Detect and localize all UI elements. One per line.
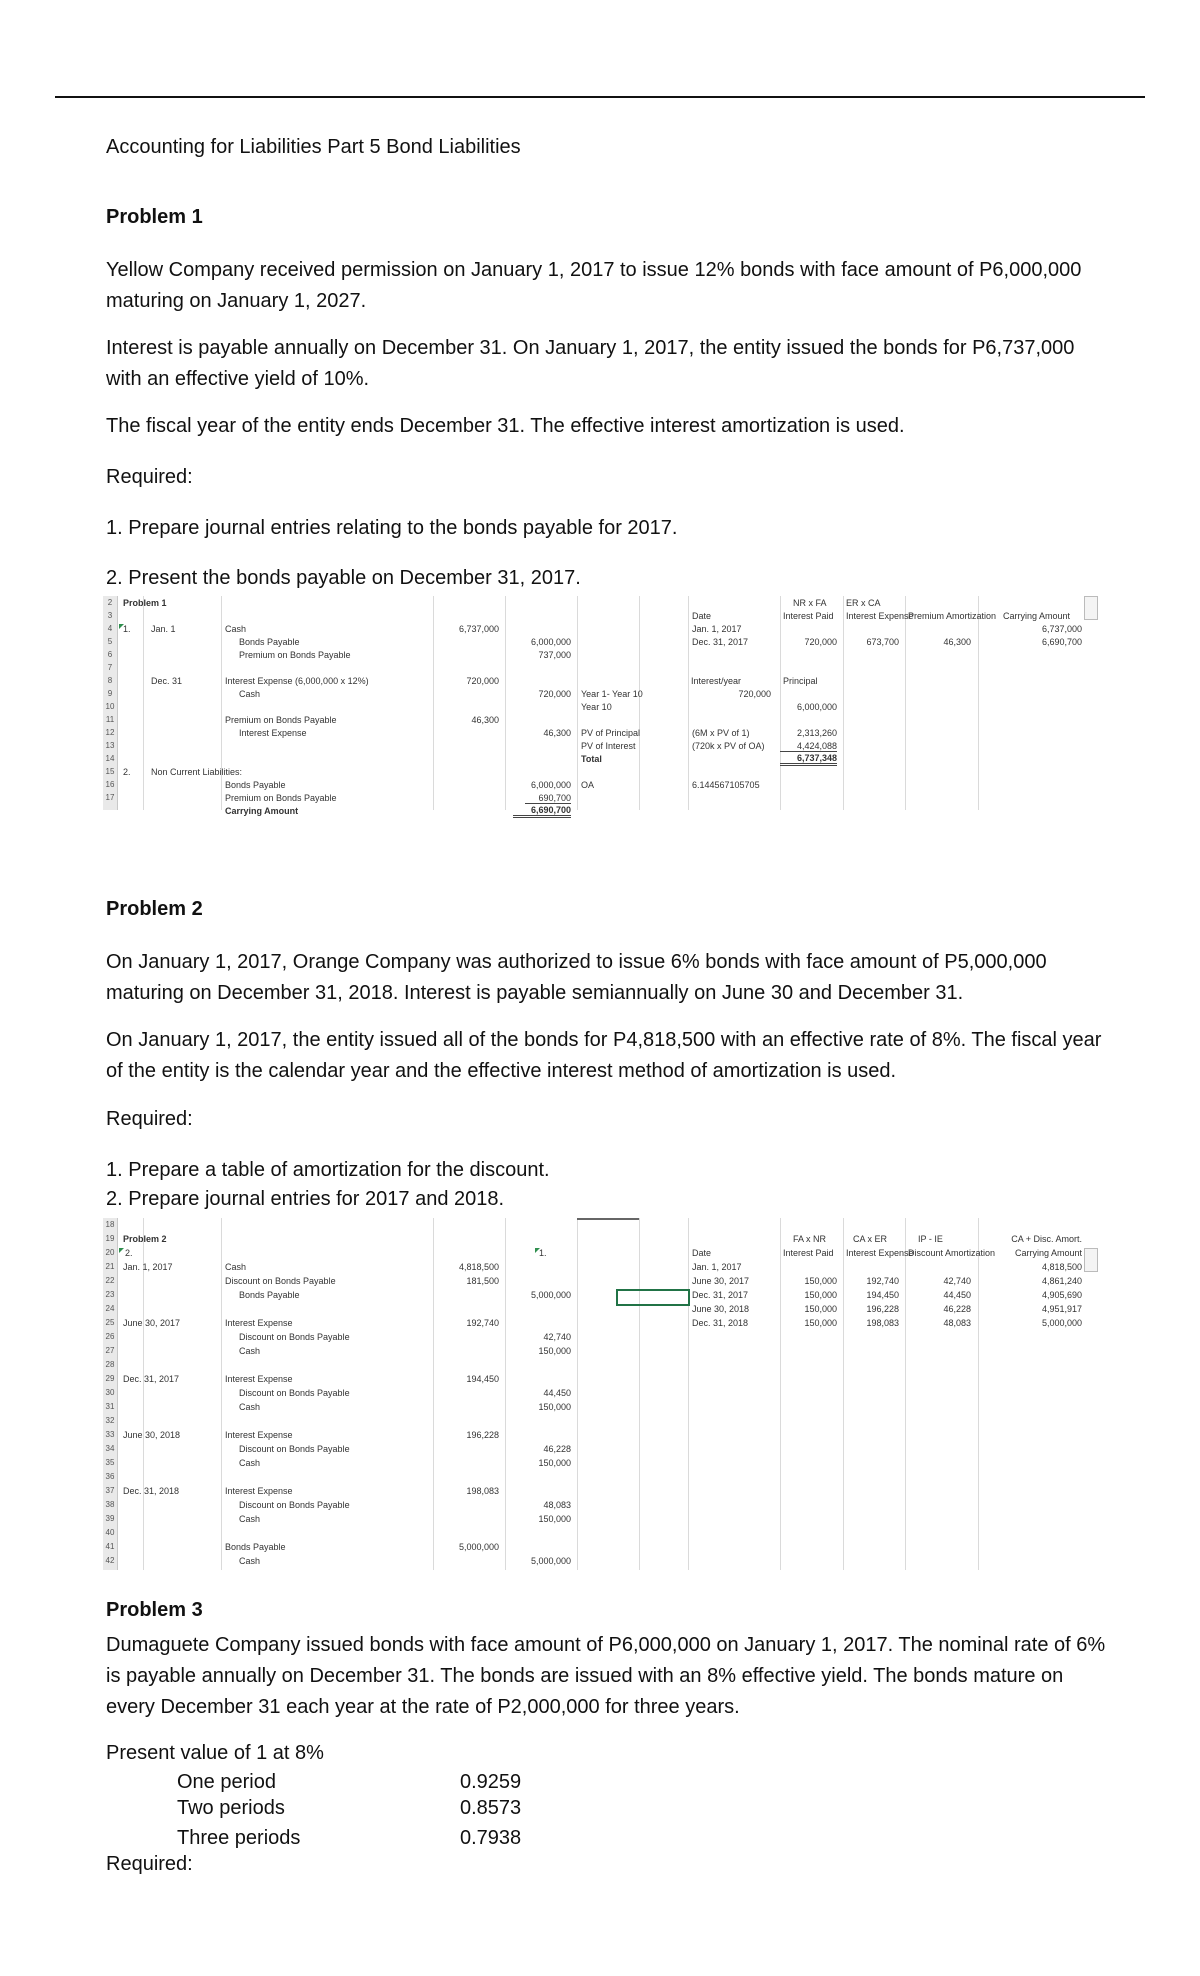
row-number: 12: [105, 728, 115, 737]
problem1-para3: The fiscal year of the entity ends December 31. The effective interest amortization is used.: [106, 415, 905, 437]
row-number: 34: [105, 1444, 115, 1453]
table-header: Discount Amortization: [908, 1248, 996, 1258]
account: Bonds Payable: [225, 780, 286, 790]
row-number: 24: [105, 1304, 115, 1313]
account: Discount on Bonds Payable: [225, 1276, 336, 1286]
table-header: Date: [692, 611, 712, 621]
row-number: 30: [105, 1388, 115, 1397]
table-header: FA x NR: [793, 1234, 827, 1244]
row-number: 33: [105, 1430, 115, 1439]
pv-row-label: Three periods: [177, 1827, 301, 1849]
row-number: 27: [105, 1346, 115, 1355]
row-number: 38: [105, 1500, 115, 1509]
pv-row-label: One period: [177, 1771, 276, 1793]
table-cell: 6,690,700: [1041, 637, 1082, 647]
account: Cash: [225, 1262, 247, 1272]
table-cell: 720,000: [804, 637, 837, 647]
row-number: 8: [107, 676, 113, 685]
table-cell: 46,300: [943, 637, 971, 647]
credit: 42,740: [543, 1332, 571, 1342]
part-number: 2.: [123, 767, 131, 777]
account: Cash: [239, 689, 261, 699]
row-number: 17: [105, 793, 115, 802]
problem3-required: Required:: [106, 1853, 193, 1875]
row-number: 37: [105, 1486, 115, 1495]
row-number: 31: [105, 1402, 115, 1411]
sheet-title: Problem 2: [123, 1234, 167, 1244]
pv-label: OA: [581, 780, 595, 790]
problem2-req1: 1. Prepare a table of amortization for the discount.: [106, 1159, 550, 1181]
pv-table-title: Present value of 1 at 8%: [106, 1742, 324, 1764]
amount: 690,700: [525, 793, 571, 804]
pv-formula: (720k x PV of OA): [692, 741, 765, 751]
row-numbers: [103, 596, 118, 810]
problem2-req2: 2. Prepare journal entries for 2017 and 2018.: [106, 1188, 505, 1210]
pv-label: Principal: [783, 676, 818, 686]
account: Discount on Bonds Payable: [239, 1388, 350, 1398]
account: Cash: [225, 624, 247, 634]
account: Cash: [239, 1402, 261, 1412]
table-cell: 42,740: [943, 1276, 971, 1286]
problem2-para1: On January 1, 2017, Orange Company was authorized to issue 6% bonds with face amount of P5,000,000 maturing on December 31, 2018. Interest is payable semiannually on June 30 and December 31.: [106, 951, 1047, 1004]
entry-date: June 30, 2017: [123, 1318, 181, 1328]
table-header: Date: [692, 1248, 712, 1258]
pv-value: 720,000: [738, 689, 771, 699]
row-number: 26: [105, 1332, 115, 1341]
debit: 720,000: [466, 676, 499, 686]
table-header: NR x FA: [793, 598, 827, 608]
row-number: 13: [105, 741, 115, 750]
table-cell: 150,000: [804, 1276, 837, 1286]
row-number: 22: [105, 1276, 115, 1285]
row-number: 16: [105, 780, 115, 789]
pv-value: 6,000,000: [796, 702, 837, 712]
pv-row-value: 0.9259: [460, 1771, 522, 1793]
problem1-para1: Yellow Company received permission on January 1, 2017 to issue 12% bonds with face amount of P6,000,000 maturing on January 1, 2027.: [106, 259, 1082, 312]
row-number: 32: [105, 1416, 115, 1425]
problem1-heading: Problem 1: [106, 206, 203, 228]
debit: 5,000,000: [458, 1542, 499, 1552]
table-cell: June 30, 2018: [692, 1304, 750, 1314]
account: Discount on Bonds Payable: [239, 1500, 350, 1510]
account: Interest Expense (6,000,000 x 12%): [225, 676, 369, 686]
row-number: 6: [107, 650, 113, 659]
problem1-para2: Interest is payable annually on December 31. On January 1, 2017, the entity issued the bonds for P6,737,000 with an effective yield of 10%.: [106, 337, 1075, 390]
credit: 48,083: [543, 1500, 571, 1510]
entry-date: Dec. 31, 2017: [123, 1374, 180, 1384]
account: Bonds Payable: [225, 1542, 286, 1552]
table-header: Interest Expense: [846, 611, 914, 621]
row-number: 28: [105, 1360, 115, 1369]
account: Interest Expense: [225, 1486, 293, 1496]
amount: 6,690,700: [513, 805, 571, 818]
credit: 5,000,000: [530, 1290, 571, 1300]
debit: 194,450: [466, 1374, 499, 1384]
table-header: Carrying Amount: [1014, 1248, 1082, 1258]
account: Cash: [239, 1514, 261, 1524]
pv-value: 6,737,348: [780, 753, 837, 766]
table-header: IP - IE: [918, 1234, 943, 1244]
amount: 6,000,000: [530, 780, 571, 790]
account: Interest Expense: [239, 728, 307, 738]
table-cell: 44,450: [943, 1290, 971, 1300]
account: Carrying Amount: [225, 806, 299, 816]
account: Interest Expense: [225, 1374, 293, 1384]
problem2-spreadsheet: [103, 1218, 1098, 1570]
row-number: 5: [107, 637, 113, 646]
problem1-req2: 2. Present the bonds payable on December 31, 2017.: [106, 567, 581, 589]
pv-label: Interest/year: [691, 676, 742, 686]
entry-date: Jan. 1, 2017: [123, 1262, 173, 1272]
row-number: 42: [105, 1556, 115, 1565]
scrollbar[interactable]: [1084, 1248, 1098, 1272]
table-cell: 194,450: [866, 1290, 899, 1300]
credit: 46,228: [543, 1444, 571, 1454]
table-header: ER x CA: [846, 598, 881, 608]
account: Cash: [239, 1556, 261, 1566]
row-number: 40: [105, 1528, 115, 1537]
row-number: 9: [107, 689, 113, 698]
pv-row-value: 0.8573: [460, 1797, 522, 1819]
problem1-req1: 1. Prepare journal entries relating to the bonds payable for 2017.: [106, 517, 678, 539]
row-number: 11: [105, 715, 115, 724]
row-number: 25: [105, 1318, 115, 1327]
account: Premium on Bonds Payable: [225, 793, 337, 803]
row-number: 3: [107, 611, 113, 620]
account: Interest Expense: [225, 1430, 293, 1440]
table-cell: 150,000: [804, 1304, 837, 1314]
row-number: 35: [105, 1458, 115, 1467]
credit: 46,300: [543, 728, 571, 738]
table-cell: 150,000: [804, 1290, 837, 1300]
account: Premium on Bonds Payable: [225, 715, 337, 725]
problem3-para1: Dumaguete Company issued bonds with face amount of P6,000,000 on January 1, 2017. The nominal rate of 6% is payable annually on December 31. The bonds are issued with an 8% effective yield. The bonds mature on every December 31 each year at the rate of P2,000,000 for three years.: [106, 1634, 1106, 1718]
pv-formula: (6M x PV of 1): [692, 728, 750, 738]
table-cell: Dec. 31, 2017: [692, 1290, 749, 1300]
row-number: 4: [107, 624, 113, 633]
table-cell: 6,737,000: [1041, 624, 1082, 634]
sheet-title: Problem 1: [123, 598, 167, 608]
row-number: 2: [107, 598, 113, 607]
credit: 6,000,000: [530, 637, 571, 647]
table-cell: Dec. 31, 2018: [692, 1318, 749, 1328]
table-header: Interest Expense: [846, 1248, 914, 1258]
table-cell: 192,740: [866, 1276, 899, 1286]
account: Bonds Payable: [239, 1290, 300, 1300]
problem1-required: Required:: [106, 466, 193, 488]
part-number: 1.: [123, 624, 131, 634]
account: Premium on Bonds Payable: [239, 650, 351, 660]
entry-date: Jan. 1: [151, 624, 176, 634]
credit: 5,000,000: [530, 1556, 571, 1566]
table-cell: Jan. 1, 2017: [692, 624, 742, 634]
pv-value: 6.144567105705: [692, 780, 760, 790]
part-number: 1.: [539, 1248, 547, 1258]
pv-value: 4,424,088: [780, 741, 837, 752]
problem2-heading: Problem 2: [106, 898, 203, 920]
table-cell: 46,228: [943, 1304, 971, 1314]
pv-label: PV of Principal: [581, 728, 641, 738]
table-cell: 4,818,500: [1041, 1262, 1082, 1272]
table-header: Interest Paid: [783, 611, 834, 621]
problem2-required: Required:: [106, 1108, 193, 1130]
credit: 720,000: [538, 689, 571, 699]
pv-label: PV of Interest: [581, 741, 636, 751]
pv-row-value: 0.7938: [460, 1827, 522, 1849]
table-cell: 48,083: [943, 1318, 971, 1328]
credit: 150,000: [538, 1514, 571, 1524]
row-number: 14: [105, 754, 115, 763]
row-number: 18: [105, 1220, 115, 1229]
row-number: 7: [107, 663, 113, 672]
row-number: 21: [105, 1262, 115, 1271]
account: Bonds Payable: [239, 637, 300, 647]
entry-date: Dec. 31: [151, 676, 183, 686]
credit: 44,450: [543, 1388, 571, 1398]
table-header: Premium Amortization: [908, 611, 997, 621]
debit: 4,818,500: [458, 1262, 499, 1272]
row-numbers: [103, 1218, 118, 1570]
table-cell: 196,228: [866, 1304, 899, 1314]
table-cell: 4,905,690: [1041, 1290, 1082, 1300]
section-label: Non Current Liabilities:: [151, 767, 243, 777]
table-cell: 198,083: [866, 1318, 899, 1328]
pv-label: Total: [581, 754, 602, 764]
row-number: 29: [105, 1374, 115, 1383]
debit: 46,300: [471, 715, 499, 725]
pv-label: Year 10: [581, 702, 612, 712]
table-header: Carrying Amount: [1003, 611, 1071, 621]
problem2-para2: On January 1, 2017, the entity issued all of the bonds for P4,818,500 with an effective rate of 8%. The fiscal year of the entity is the calendar year and the effective interest method of amortization is used.: [106, 1029, 1102, 1082]
table-header: CA x ER: [853, 1234, 888, 1244]
entry-date: Dec. 31, 2018: [123, 1486, 180, 1496]
table-cell: 4,861,240: [1041, 1276, 1082, 1286]
debit: 181,500: [466, 1276, 499, 1286]
row-number: 36: [105, 1472, 115, 1481]
account: Cash: [239, 1458, 261, 1468]
pv-row-label: Two periods: [177, 1797, 285, 1819]
account: Interest Expense: [225, 1318, 293, 1328]
credit: 737,000: [538, 650, 571, 660]
row-number: 20: [105, 1248, 115, 1257]
account: Cash: [239, 1346, 261, 1356]
table-cell: 4,951,917: [1041, 1304, 1082, 1314]
scrollbar[interactable]: [1084, 596, 1098, 620]
table-cell: 673,700: [866, 637, 899, 647]
row-number: 19: [105, 1234, 115, 1243]
debit: 192,740: [466, 1318, 499, 1328]
table-cell: June 30, 2017: [692, 1276, 750, 1286]
credit: 150,000: [538, 1402, 571, 1412]
row-number: 23: [105, 1290, 115, 1299]
table-cell: 5,000,000: [1041, 1318, 1082, 1328]
top-rule: [55, 96, 1145, 98]
pv-label: Year 1- Year 10: [581, 689, 643, 699]
row-number: 10: [105, 702, 115, 711]
account: Discount on Bonds Payable: [239, 1444, 350, 1454]
credit: 150,000: [538, 1458, 571, 1468]
credit: 150,000: [538, 1346, 571, 1356]
table-cell: Dec. 31, 2017: [692, 637, 749, 647]
selected-cell[interactable]: [616, 1289, 690, 1306]
problem3-heading: Problem 3: [106, 1599, 203, 1621]
debit: 6,737,000: [458, 624, 499, 634]
debit: 198,083: [466, 1486, 499, 1496]
pv-value: 2,313,260: [796, 728, 837, 738]
debit: 196,228: [466, 1430, 499, 1440]
table-cell: 150,000: [804, 1318, 837, 1328]
account: Discount on Bonds Payable: [239, 1332, 350, 1342]
problem1-spreadsheet: [103, 596, 1098, 816]
table-header: Interest Paid: [783, 1248, 834, 1258]
table-cell: Jan. 1, 2017: [692, 1262, 742, 1272]
table-header: CA + Disc. Amort.: [1011, 1234, 1082, 1244]
row-number: 41: [105, 1542, 115, 1551]
row-number: 15: [105, 767, 115, 776]
part-number: 2.: [125, 1248, 133, 1258]
document-title: Accounting for Liabilities Part 5 Bond Liabilities: [106, 136, 521, 158]
row-number: 39: [105, 1514, 115, 1523]
entry-date: June 30, 2018: [123, 1430, 181, 1440]
